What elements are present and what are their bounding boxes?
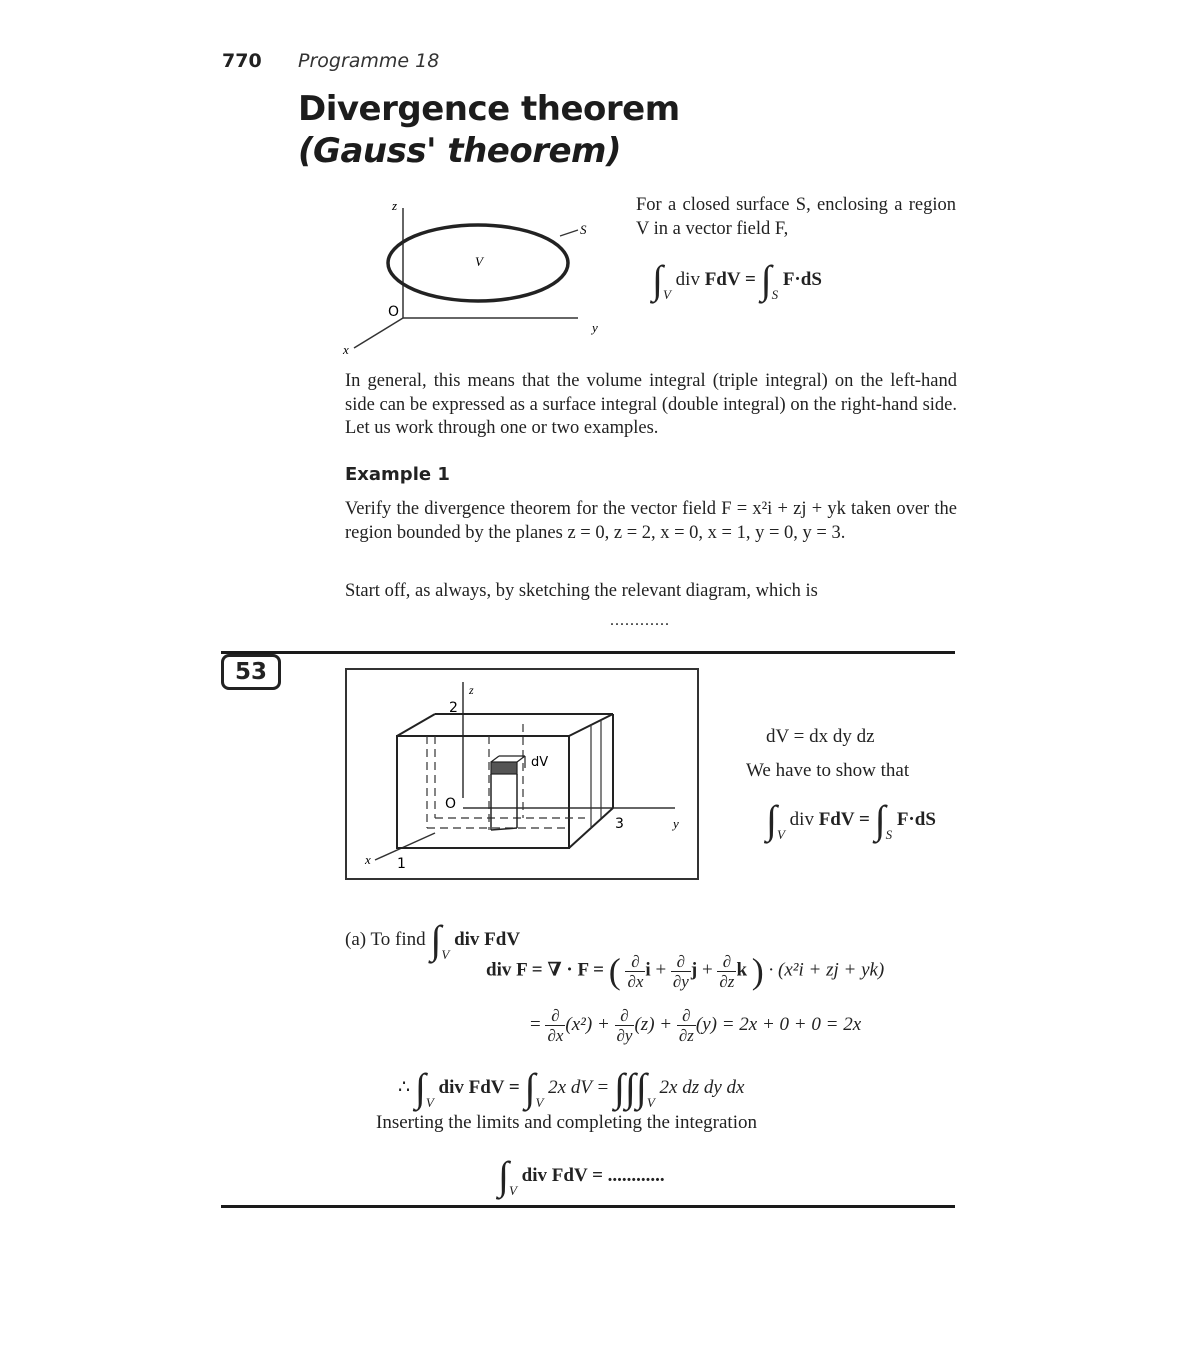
term-2: (z) +: [634, 1013, 673, 1035]
fig2-y-label: y: [673, 816, 679, 831]
part-a-heading: [345, 912, 521, 962]
integral-sign: ∫: [874, 797, 886, 842]
divergence-equation: [652, 252, 822, 302]
subscript-s: S: [771, 287, 779, 302]
integral-sign: ∫: [766, 797, 777, 842]
intro-text: For a closed surface S, enclosing a region V in a vector field F,: [636, 195, 956, 239]
answer-dots: ............: [610, 612, 670, 629]
fig2-z-label: z: [469, 683, 474, 697]
therefore-symbol: ∴: [398, 1077, 411, 1098]
final-lhs: div FdV = ............: [521, 1165, 665, 1186]
eq-div: div: [789, 809, 814, 830]
fig1-z-label: z: [392, 198, 398, 213]
div-f-line: [486, 950, 884, 992]
partial-y: $\frac{\partial}{\partial y}$: [672, 951, 689, 991]
right-paren: ): [751, 951, 764, 991]
integral-sign: ∫: [498, 1153, 509, 1198]
subscript-v: V: [441, 947, 450, 962]
fig1-y-label: y: [592, 320, 598, 335]
fig1-surface-label: S: [580, 222, 587, 237]
subscript-v: V: [776, 827, 785, 842]
left-paren: (: [608, 951, 621, 991]
section-title: [298, 88, 680, 172]
closed-surface-figure: [340, 190, 610, 360]
triple-integral-sign: ∫∫∫: [613, 1065, 647, 1110]
plus: +: [701, 959, 713, 981]
show-that-text: We have to show that: [746, 760, 910, 781]
title-line-1: Divergence theorem: [298, 89, 680, 129]
example-heading: Example 1: [345, 464, 450, 485]
eq-fdv: FdV =: [704, 269, 756, 290]
inserting-text: Inserting the limits and completing the integration: [376, 1112, 757, 1133]
fig1-origin-label: O: [388, 304, 400, 320]
integral-sign: ∫: [430, 917, 442, 962]
partial-z: $\frac{\partial}{\partial z}$: [719, 951, 735, 991]
sketch-prompt: Start off, as always, by sketching the relevant diagram, which is: [345, 581, 818, 601]
unit-j: j: [690, 959, 698, 981]
div-f-lhs: div F = ∇ · F =: [486, 959, 604, 981]
part-a-label: (a) To find: [345, 929, 426, 950]
fig2-one-label: 1: [397, 856, 406, 872]
dv-equation: dV = dx dy dz: [766, 726, 875, 747]
page-number: 770: [222, 50, 262, 72]
fig2-origin-label: O: [445, 796, 457, 812]
example-body: Verify the divergence theorem for the vector field F = x²i + zj + yk taken over the region bounded by the planes z = 0, z = 2, x = 0, x = 1, y = 0, y = 3.: [345, 499, 957, 543]
integral-sign: ∫: [414, 1065, 426, 1110]
subscript-v: V: [646, 1095, 655, 1110]
subscript-v: V: [425, 1095, 434, 1110]
frame-top-rule: [221, 651, 955, 654]
general-paragraph: In general, this means that the volume integral (triple integral) on the left-hand side can be expressed as a surface integral (double integral) on the right-hand side. Let us work through one or two examples.: [345, 371, 957, 438]
fig1-volume-label: V: [475, 254, 483, 269]
fig2-two-label: 2: [449, 700, 458, 716]
box-figure: [345, 668, 699, 880]
derivative-line: [530, 1006, 861, 1045]
partial-y: $\frac{\partial}{\partial y}$: [616, 1006, 633, 1045]
line3-b: 2x dV =: [548, 1077, 610, 1098]
plus: +: [655, 959, 667, 981]
unit-i: i: [645, 959, 651, 981]
partial-x: $\frac{\partial}{\partial x}$: [547, 1006, 564, 1045]
integral-line: [398, 1060, 745, 1110]
partial-x: $\frac{\partial}{\partial x}$: [627, 951, 644, 991]
final-integral: [498, 1148, 665, 1198]
eq-fds: F·dS: [896, 809, 936, 830]
line3-a: div FdV =: [438, 1077, 520, 1098]
show-equation: [766, 792, 936, 842]
integral-sign: ∫: [652, 257, 663, 302]
integral-sign: ∫: [760, 257, 772, 302]
eq-div: div: [675, 269, 700, 290]
frame-bottom-rule: [221, 1205, 955, 1208]
part-a-lhs: div FdV: [454, 929, 521, 950]
fig1-x-label: x: [343, 342, 349, 357]
title-line-2: (Gauss' theorem): [298, 131, 621, 171]
fig2-x-label: x: [365, 852, 371, 867]
eq-fds: F·dS: [782, 269, 822, 290]
subscript-v: V: [508, 1183, 517, 1198]
unit-k: k: [736, 959, 748, 981]
fig2-three-label: 3: [615, 816, 624, 832]
term-1: (x²) +: [565, 1013, 610, 1035]
partial-z: $\frac{\partial}{\partial z}$: [678, 1006, 694, 1045]
frame-number-badge: 53: [221, 654, 281, 690]
fig2-dv-label: dV: [531, 755, 549, 770]
field-term: · (x²i + zj + yk): [768, 959, 885, 981]
subscript-s: S: [885, 827, 893, 842]
subscript-v: V: [662, 287, 671, 302]
integral-sign: ∫: [524, 1065, 536, 1110]
equals: =: [530, 1013, 541, 1035]
term-3: (y) = 2x + 0 + 0 = 2x: [695, 1013, 862, 1035]
line3-c: 2x dz dy dx: [659, 1077, 745, 1098]
subscript-v: V: [535, 1095, 544, 1110]
eq-fdv: FdV =: [818, 809, 870, 830]
running-head: Programme 18: [298, 50, 440, 72]
